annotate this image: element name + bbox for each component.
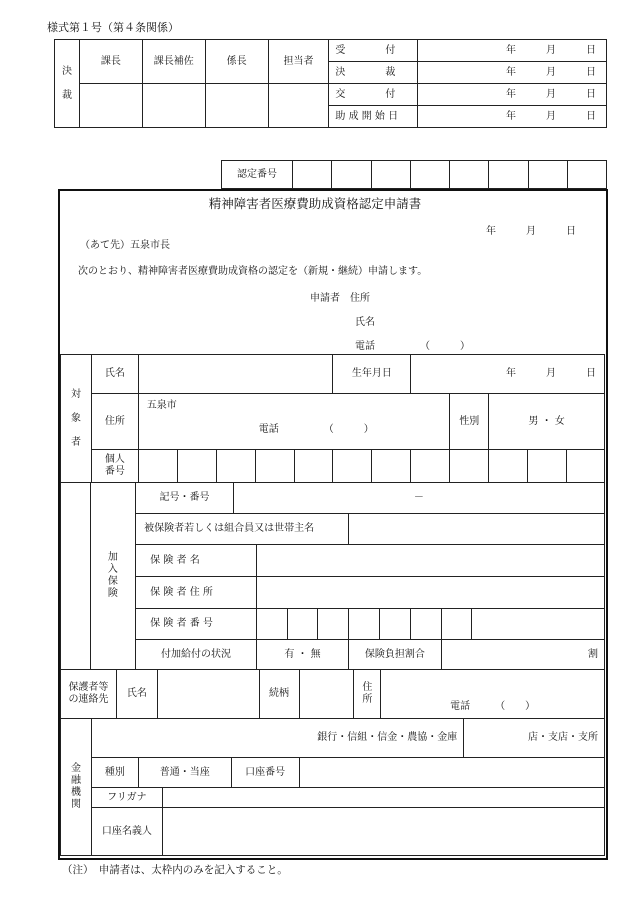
date-value-uketsuke[interactable]: 年 月 日 [418, 40, 607, 62]
mynumber-digit-box[interactable] [489, 450, 528, 483]
insurer-number-digit-box[interactable] [379, 609, 410, 640]
cert-digit-box[interactable] [450, 161, 489, 189]
cert-digit-box[interactable] [293, 161, 332, 189]
insurance-table [60, 482, 605, 670]
subject-sex-field[interactable]: 男 ・ 女 [489, 394, 605, 450]
insurer-name-field[interactable] [256, 545, 604, 577]
mynumber-digit-box[interactable] [528, 450, 567, 483]
statement: 次のとおり、精神障害者医療費助成資格の認定を（新規・継続）申請します。 [78, 266, 428, 277]
date-value-kofu[interactable]: 年 月 日 [418, 84, 607, 106]
applicant-phone-label[interactable]: 電話 （ ） [355, 341, 470, 352]
insurer-number-digit-box[interactable] [349, 609, 380, 640]
kessai-label: 決 裁 [55, 40, 80, 128]
date-label-uketsuke: 受 付 [329, 40, 418, 62]
cert-digit-box[interactable] [567, 161, 606, 189]
stamp-tantosha[interactable] [268, 84, 329, 128]
role-kacho: 課長 [79, 40, 142, 84]
subject-name-label: 氏名 [91, 355, 138, 394]
insurance-group-label: 加 入 保 険 [90, 483, 135, 670]
stamp-kacho-hosa[interactable] [142, 84, 205, 128]
cert-digit-box[interactable] [528, 161, 567, 189]
cert-number-label: 認定番号 [222, 161, 293, 189]
form-title: 精神障害者医療費助成資格認定申請書 [208, 196, 422, 211]
bank-table [60, 718, 605, 856]
date-value-kessai[interactable]: 年 月 日 [418, 62, 607, 84]
stamp-kacho[interactable] [79, 84, 142, 128]
mynumber-digit-box[interactable] [177, 450, 216, 483]
date-value-kaishi[interactable]: 年 月 日 [418, 106, 607, 128]
mynumber-digit-box[interactable] [216, 450, 255, 483]
bank-institution-field[interactable]: 銀行・信組・信金・農協・金庫 [91, 719, 463, 758]
cert-digit-box[interactable] [371, 161, 410, 189]
role-tantosha: 担当者 [268, 40, 329, 84]
subject-table [60, 354, 605, 483]
bank-holder-label: 口座名義人 [91, 808, 162, 856]
mynumber-digit-box[interactable] [255, 450, 294, 483]
insurer-address-label: 保 険 者 住 所 [136, 577, 257, 609]
role-kacho-hosa: 課長補佐 [142, 40, 205, 84]
guardian-table [60, 669, 605, 719]
subject-address-field[interactable] [138, 394, 450, 450]
guardian-label: 保護者等 の連絡先 [61, 670, 117, 719]
benefit-label: 付加給付の状況 [136, 640, 257, 670]
approval-table [54, 39, 607, 128]
bank-account-field[interactable] [299, 758, 604, 788]
cert-digit-box[interactable] [489, 161, 528, 189]
guardian-address-label: 住 所 [354, 670, 381, 719]
guardian-relation-label: 続柄 [259, 670, 299, 719]
guardian-phone: 電話 （ ） [450, 701, 536, 712]
subject-sex-label: 性別 [450, 394, 489, 450]
cert-number-table [221, 160, 607, 189]
subject-group-label: 対 象 者 [61, 355, 92, 483]
subject-address-phone: 電話 （ ） [258, 424, 374, 435]
bank-group-label: 金 融 機 関 [61, 719, 92, 856]
mynumber-digit-box[interactable] [450, 450, 489, 483]
mynumber-digit-box[interactable] [411, 450, 450, 483]
form-number: 様式第１号（第４条関係） [47, 21, 179, 34]
insurer-number-digit-box[interactable] [256, 609, 287, 640]
insurer-number-label: 保 険 者 番 号 [136, 609, 257, 640]
bank-type-label: 種別 [91, 758, 138, 788]
applicant-name-label[interactable]: 氏名 [355, 317, 375, 328]
insurance-holder-field[interactable] [349, 514, 605, 545]
bank-type-field[interactable]: 普通・当座 [138, 758, 231, 788]
footnote: （注） 申請者は、太枠内のみを記入すること。 [62, 864, 288, 876]
insurer-number-digit-box[interactable] [318, 609, 349, 640]
guardian-address-field[interactable] [381, 670, 605, 719]
mynumber-digit-box[interactable] [294, 450, 333, 483]
burden-field[interactable]: 割 [441, 640, 604, 670]
date-label-kofu: 交 付 [329, 84, 418, 106]
benefit-field[interactable]: 有 ・ 無 [256, 640, 348, 670]
insurer-number-digit-box[interactable] [472, 609, 605, 640]
mynumber-digit-box[interactable] [372, 450, 411, 483]
bank-account-label: 口座番号 [231, 758, 299, 788]
date-line[interactable]: 年 月 日 [486, 226, 576, 237]
insurer-name-label: 保 険 者 名 [136, 545, 257, 577]
subject-mynumber-label: 個人 番号 [91, 450, 138, 483]
applicant-address-label[interactable]: 申請者 住所 [310, 293, 370, 304]
date-label-kaishi: 助 成 開 始 日 [329, 106, 418, 128]
insurer-number-digit-box[interactable] [441, 609, 472, 640]
date-label-kessai: 決 裁 [329, 62, 418, 84]
guardian-name-field[interactable] [157, 670, 259, 719]
subject-address-label: 住所 [91, 394, 138, 450]
insurance-holder-label: 被保険者若しくは組合員又は世帯主名 [136, 514, 349, 545]
insurer-address-field[interactable] [256, 577, 604, 609]
subject-address-prefill: 五泉市 [146, 400, 177, 411]
addressee: （あて先）五泉市長 [80, 240, 170, 251]
bank-kana-label: フリガナ [91, 788, 162, 808]
mynumber-digit-box[interactable] [333, 450, 372, 483]
mynumber-digit-box[interactable] [566, 450, 604, 483]
burden-label: 保険負担割合 [349, 640, 441, 670]
bank-kana-field[interactable] [162, 788, 604, 808]
guardian-name-label: 氏名 [116, 670, 157, 719]
subject-birth-field[interactable]: 年 月 日 [411, 355, 605, 394]
subject-name-field[interactable] [138, 355, 333, 394]
insurance-left-cell [61, 483, 91, 670]
bank-branch-field[interactable]: 店・支店・支所 [464, 719, 605, 758]
insurance-code-field[interactable]: － [233, 483, 604, 514]
role-kakaricho: 係長 [205, 40, 268, 84]
mynumber-digit-box[interactable] [138, 450, 177, 483]
insurer-number-digit-box[interactable] [287, 609, 318, 640]
stamp-kakaricho[interactable] [205, 84, 268, 128]
subject-birth-label: 生年月日 [333, 355, 411, 394]
cert-digit-box[interactable] [332, 161, 371, 189]
bank-holder-field[interactable] [162, 808, 604, 856]
cert-digit-box[interactable] [410, 161, 449, 189]
guardian-relation-field[interactable] [299, 670, 354, 719]
insurer-number-digit-box[interactable] [410, 609, 441, 640]
insurance-code-label: 記号・番号 [136, 483, 234, 514]
